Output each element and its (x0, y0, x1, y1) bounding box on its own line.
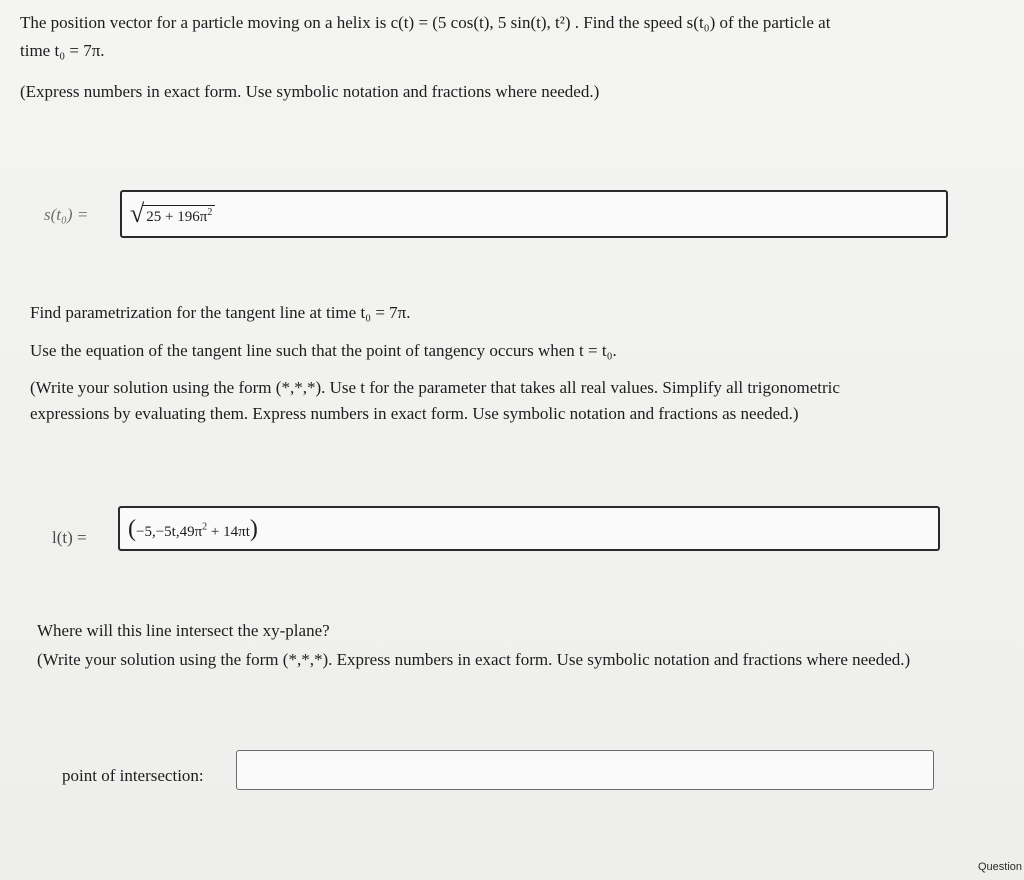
left-paren-icon: ( (128, 515, 136, 542)
intersection-instruction: (Write your solution using the form (*,*,*). Express numbers in exact form. Use symbolic notation and fractions where needed.) (37, 650, 911, 669)
right-paren-icon: ) (249, 515, 258, 542)
tangent-hint: Use the equation of the tangent line such that the point of tangency occurs when t = t₀. (30, 341, 617, 360)
tangent-answer-tail: + 14πt (207, 523, 250, 540)
tangent-prompt: Find parametrization for the tangent line at time t₀ = 7π. (30, 303, 411, 322)
tangent-label: l(t) = (52, 528, 87, 547)
question-instruction: (Express numbers in exact form. Use symbolic notation and fractions where needed.) (20, 82, 600, 101)
speed-answer-field[interactable] (120, 190, 948, 238)
tangent-instruction-line1: (Write your solution using the form (*,*,*). Use t for the parameter that takes all real values. Simplify all trigonometric (30, 378, 840, 397)
question-intro-line1: The position vector for a particle moving on a helix is c(t) = (5 cos(t), 5 sin(t), t²) . Find the speed s(t₀) of the particle at (20, 13, 831, 32)
intersection-answer-field[interactable] (236, 750, 934, 790)
tangent-answer-field[interactable] (118, 506, 940, 551)
tangent-answer-exponent: 2 (202, 521, 208, 533)
tangent-instruction-line2: expressions by evaluating them. Express numbers in exact form. Use symbolic notation and fractions as needed.) (30, 404, 799, 423)
question-intro-line2: time t₀ = 7π. (20, 41, 105, 60)
square-root (130, 201, 215, 227)
radicand-text: 25 + 196π (146, 209, 208, 225)
question-tab[interactable]: Question (978, 861, 1023, 873)
radicand (143, 205, 215, 226)
tangent-answer-main: −5,−5t,49π (136, 523, 203, 540)
tangent-answer-value (128, 517, 258, 541)
intersection-label: point of intersection: (62, 766, 204, 785)
speed-label: s(t₀) = (44, 205, 89, 224)
speed-answer-value (130, 201, 215, 227)
radicand-exponent: 2 (207, 207, 213, 218)
intersection-prompt: Where will this line intersect the xy-plane? (37, 621, 330, 640)
radical-sign-icon: √ (130, 199, 145, 228)
